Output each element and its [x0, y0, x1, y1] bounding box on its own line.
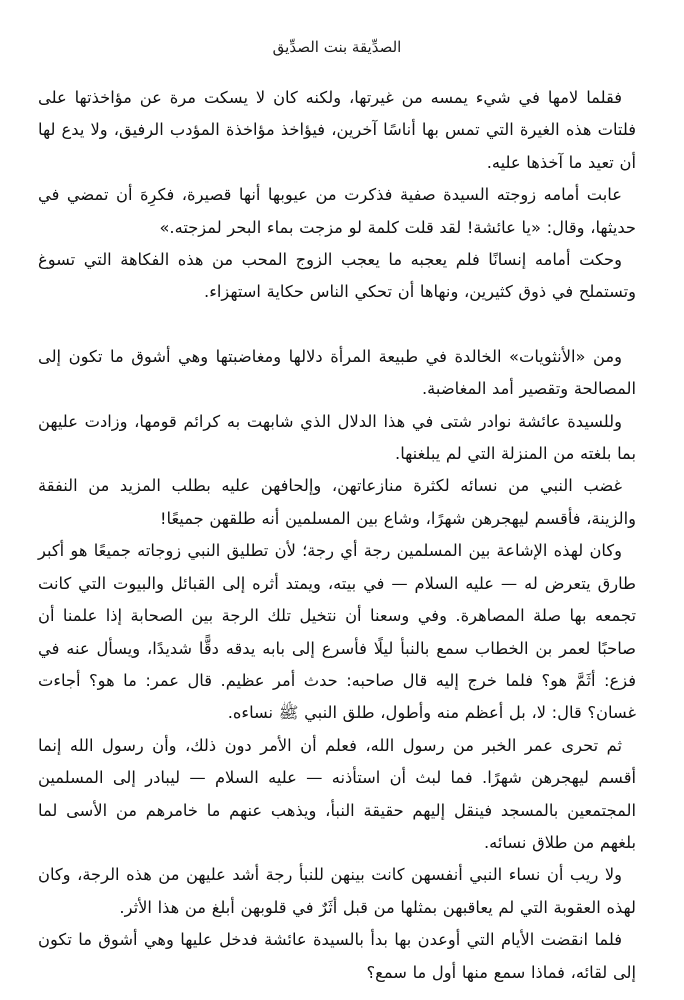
paragraph-4: ومن «الأنثويات» الخالدة في طبيعة المرأة دلالها ومغاضبتها وهي أشوق ما تكون إلى المصالحة وتقصير أمد المغاضبة. [38, 346, 636, 399]
paragraph-8: ثم تحرى عمر الخبر من رسول الله، فعلم أن الأمر دون ذلك، وأن رسول الله إنما أقسم ليهجرهن شهرًا. فما لبث أن استأذنه — عليه السلام — ليبادر إلى المسلمين المجتمعين بالمسجد فينقل إليهم حقيقة النبأ، ويذهب عنهم ما خامرهم من الأسى لما بلغهم من طلاق نسائه. [38, 735, 636, 852]
running-header: الصدِّيقة بنت الصدِّيق [272, 38, 402, 56]
paragraph-5: وللسيدة عائشة نوادر شتى في هذا الدلال الذي شابهت به كرائم قومها، وزادت عليهن بما بلغته من المنزلة التي لم يبلغنها. [38, 411, 636, 464]
paragraph-9: ولا ريب أن نساء النبي أنفسهن كانت بينهن للنبأ رجة أشد عليهن من هذه الرجة، وكان لهذه العقوبة التي لم يعاقبهن بمثلها من قبل أثَرٌ في قلوبهن أبلغ من هذا الأثر. [38, 865, 636, 917]
paragraph-7: وكان لهذه الإشاعة بين المسلمين رجة أي رجة؛ لأن تطليق النبي زوجاته جميعًا هو أكبر طارق يتعرض له — عليه السلام — في بيته، ويمتد أثره إلى القبائل والبيوت التي كانت تجمعه بها صلة المصاهرة. وفي وسعنا أن نتخيل تلك الرجة بين الصحابة إذا علمنا أن صاحبًا لعمر بن الخطاب سمع بالنبأ ليلًا فأسرع إلى بابه يدقه دقًّا شديدًا، ويسأل عنه في فزع: أثَمَّ هو؟ فلما خرج إليه قال صاحبه: حدث أمر عظيم. قال عمر: ما هو؟ أجاءت غسان؟ قال: لا، بل أعظم منه وأطول، طلق النبي ﷺ نساءه. [38, 541, 636, 723]
paragraph-6: غضب النبي من نسائه لكثرة منازعاتهن، وإلحافهن عليه بطلب المزيد من النفقة والزينة، فأقسم ليهجرهن شهرًا، وشاع بين المسلمين أنه طلقهن جميعًا! [38, 476, 636, 528]
paragraph-3: وحكت أمامه إنسانًا فلم يعجبه ما يعجب الزوج المحب من هذه الفكاهة التي تسوغ وتستملح في ذوق كثيرين، ونهاها أن تحكي الناس حكاية استهزاء. [38, 250, 636, 302]
paragraph-2: عابت أمامه زوجته السيدة صفية فذكرت من عيوبها أنها قصيرة، فكرِهَ أن تمضي في حديثها، وقال: «يا عائشة! لقد قلت كلمة لو مزجت بماء البحر لمزجته.» [38, 185, 636, 237]
paragraph-1: فقلما لامها في شيء يمسه من غيرتها، ولكنه كان لا يسكت مرة عن مؤاخذتها على فلتات هذه الغيرة التي تمس بها أناسًا آخرين، فيؤاخذ مؤاخذة المؤدب الرفيق، ولا يدع لها أن تعيد ما آخذها عليه. [38, 88, 636, 172]
paragraph-10: فلما انقضت الأيام التي أوعدن بها بدأ بالسيدة عائشة فدخل عليها وهي أشوق ما تكون إلى لقائه، فماذا سمع منها أول ما سمع؟ [38, 930, 636, 982]
